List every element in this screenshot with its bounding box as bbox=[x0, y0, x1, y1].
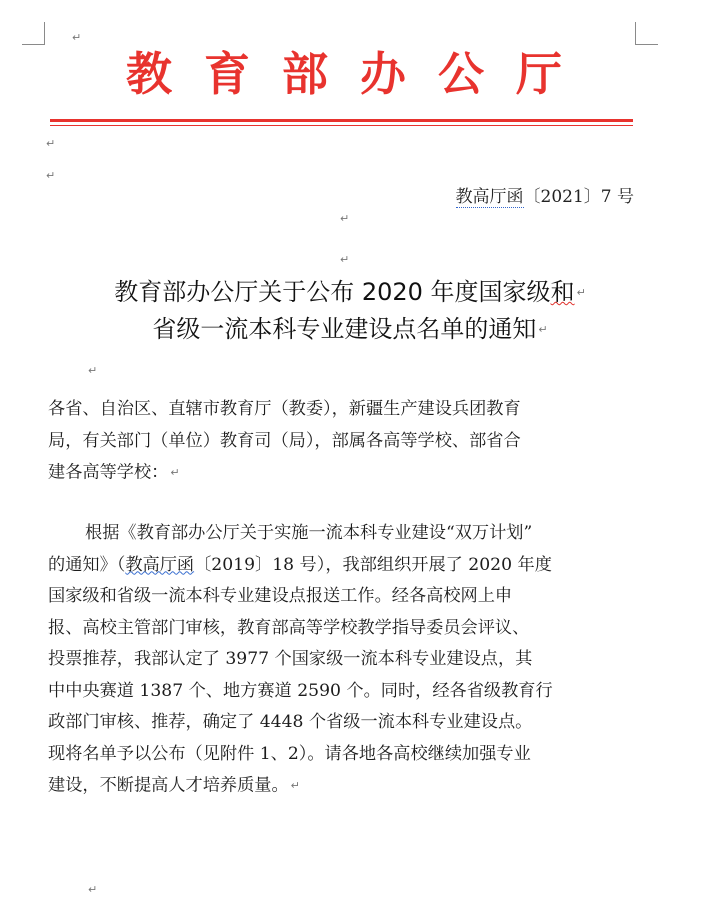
paragraph-mark: ↵ bbox=[290, 779, 300, 792]
body-line: 的通知》（教高厅函〔2019〕18 号），我部组织开展了 2020 年度 bbox=[48, 554, 552, 575]
document-number-prefix: 教高厅函 bbox=[455, 187, 524, 207]
addressee-line: 各省、自治区、直辖市教育厅（教委），新疆生产建设兵团教育 bbox=[48, 399, 521, 419]
paragraph-mark: ↵ bbox=[576, 286, 586, 299]
masthead-rule-thin bbox=[50, 125, 633, 126]
paragraph-mark: ↵ bbox=[46, 137, 56, 150]
paragraph-mark: ↵ bbox=[88, 883, 98, 896]
addressee-line: 建各高等学校： ↵ bbox=[48, 462, 180, 483]
addressee-paragraph bbox=[48, 394, 638, 489]
title-text-flagged: 和 bbox=[550, 278, 575, 306]
page-corner-top-left bbox=[22, 22, 45, 45]
body-line: 国家级和省级一流本科专业建设点报送工作。经各高校网上申 bbox=[48, 586, 513, 606]
body-line: 现将名单予以公布（见附件 1、2）。请各地各高校继续加强专业 bbox=[48, 743, 531, 764]
body-line: 中中央赛道 1387 个、地方赛道 2590 个。同时，经各省级教育行 bbox=[48, 680, 553, 701]
body-paragraph bbox=[48, 518, 638, 802]
document-number bbox=[456, 184, 634, 210]
paragraph-mark: ↵ bbox=[340, 212, 350, 225]
title-text: 教育部办公厅关于公布 2020 年度国家级 bbox=[114, 278, 551, 306]
addressee-line: 局，有关部门（单位）教育司（局），部属各高等学校、部省合 bbox=[48, 430, 521, 451]
paragraph-mark: ↵ bbox=[46, 169, 56, 182]
paragraph-mark: ↵ bbox=[538, 323, 548, 336]
body-line: 投票推荐，我部认定了 3977 个国家级一流本科专业建设点，其 bbox=[48, 649, 533, 669]
document-reference: 教高厅函 bbox=[125, 554, 195, 575]
masthead-rule-thick bbox=[50, 119, 633, 122]
notice-title-line-1 bbox=[30, 274, 670, 311]
paragraph-mark: ↵ bbox=[340, 253, 350, 266]
body-line: 政部门审核、推荐，确定了 4448 个省级一流本科专业建设点。 bbox=[48, 712, 533, 732]
title-text: 省级一流本科专业建设点名单的通知 bbox=[152, 315, 537, 343]
masthead-title: 教育部办公厅 bbox=[126, 47, 594, 101]
document-number-year: 〔2021〕7 号 bbox=[523, 187, 634, 207]
body-line: 根据《教育部办公厅关于实施一流本科专业建设“双万计划” bbox=[85, 523, 533, 543]
body-line: 报、高校主管部门审核，教育部高等学校教学指导委员会评议、 bbox=[48, 617, 530, 638]
body-line: 建设，不断提高人才培养质量。 ↵ bbox=[48, 775, 300, 796]
paragraph-mark: ↵ bbox=[72, 31, 82, 44]
notice-title-line-2 bbox=[30, 311, 670, 348]
paragraph-mark: ↵ bbox=[170, 466, 180, 479]
paragraph-mark: ↵ bbox=[88, 364, 98, 377]
